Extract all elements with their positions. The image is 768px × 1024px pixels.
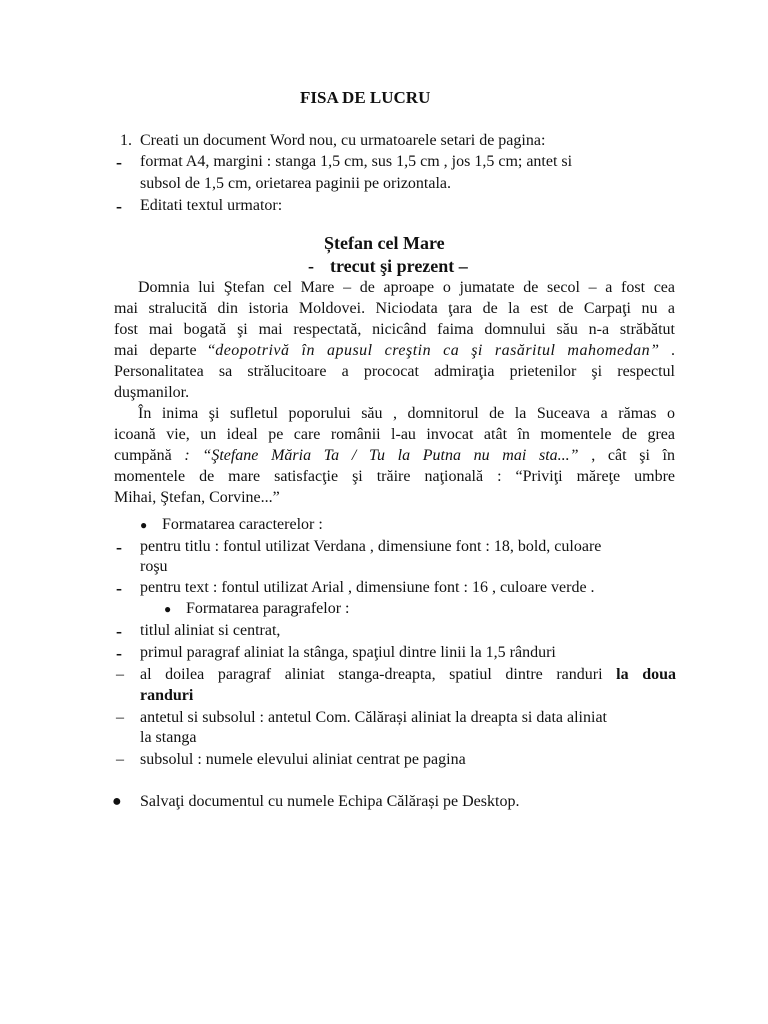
paragraph-2-line: Mihai, Ştefan, Corvine...” bbox=[114, 489, 280, 506]
dash-marker: – bbox=[116, 666, 124, 683]
bullet-marker: ● bbox=[112, 793, 122, 810]
text-segment: , cât şi în bbox=[578, 447, 676, 464]
paragraph-1-line bbox=[114, 341, 675, 361]
italic-quote: : “Ştefane Măria Ta / Tu la Putna nu mai sta...” bbox=[171, 447, 579, 464]
paragraph-2-line: momentele de mare satisfacţie şi trăire naţională : “Priviţi măreţe umbre bbox=[114, 468, 675, 485]
task-item-line: format A4, margini : stanga 1,5 cm, sus 1,5 cm , jos 1,5 cm; antet si bbox=[140, 153, 573, 170]
italic-quote: deopotrivă în apusul creştin ca şi rasăritul mahomedan” bbox=[215, 342, 660, 359]
final-instruction: Salvaţi documentul cu numele Echipa Călărași pe Desktop. bbox=[140, 793, 520, 810]
dash-marker: – bbox=[116, 751, 124, 768]
article-subheading: trecut şi prezent – bbox=[330, 256, 468, 276]
format-item-line bbox=[140, 665, 676, 685]
paragraph-1-line: duşmanilor. bbox=[114, 384, 190, 401]
text-segment: . bbox=[659, 342, 676, 359]
paragraph-2-line bbox=[114, 446, 675, 466]
bullet-marker: ● bbox=[140, 518, 148, 532]
bold-segment: la doua bbox=[616, 666, 676, 683]
format-item-line: primul paragraf aliniat la stânga, spaţiul dintre linii la 1,5 rânduri bbox=[140, 644, 556, 661]
section-header: Formatarea paragrafelor : bbox=[186, 600, 350, 617]
paragraph-2-line: În inima şi sufletul poporului său , domnitorul de la Suceava a rămas o bbox=[138, 405, 675, 422]
task-item-line: Editati textul urmator: bbox=[140, 197, 283, 214]
format-item-line: randuri bbox=[140, 687, 194, 704]
task-number: 1. bbox=[120, 132, 132, 149]
format-item-line: titlul aliniat si centrat, bbox=[140, 622, 281, 639]
dash-marker: - bbox=[116, 643, 122, 663]
text-segment: cumpănă bbox=[114, 447, 172, 464]
format-item-line: la stanga bbox=[140, 729, 197, 746]
dash-marker: - bbox=[116, 621, 122, 641]
format-item-line: pentru titlu : fontul utilizat Verdana , dimensiune font : 18, bold, culoare bbox=[140, 538, 602, 555]
format-item-line: subsolul : numele elevului aliniat centrat pe pagina bbox=[140, 751, 466, 768]
page-title: FISA DE LUCRU bbox=[300, 88, 431, 107]
dash-marker: - bbox=[116, 152, 122, 172]
dash-marker: - bbox=[116, 578, 122, 598]
paragraph-1-line: Personalitatea sa strălucitoare a prococat admiraţia prietenilor şi respectul bbox=[114, 363, 675, 380]
paragraph-1-line: fost mai bogată şi mai respectată, nicicând faima domnului său n-a străbătut bbox=[114, 321, 675, 338]
bullet-marker: ● bbox=[164, 602, 172, 616]
paragraph-1-line: Domnia lui Ştefan cel Mare – de aproape o jumatate de secol – a fost cea bbox=[138, 279, 675, 296]
text-segment: mai departe “ bbox=[114, 342, 216, 359]
format-item-line: antetul si subsolul : antetul Com. Călărași aliniat la dreapta si data aliniat bbox=[140, 709, 607, 726]
task-item-line: subsol de 1,5 cm, orietarea paginii pe orizontala. bbox=[140, 175, 452, 192]
dash-marker: - bbox=[116, 537, 122, 557]
format-item-line: pentru text : fontul utilizat Arial , dimensiune font : 16 , culoare verde . bbox=[140, 579, 595, 596]
article-heading: Ștefan cel Mare bbox=[324, 233, 445, 253]
section-header: Formatarea caracterelor : bbox=[162, 516, 323, 533]
task-text: Creati un document Word nou, cu urmatoarele setari de pagina: bbox=[140, 132, 546, 149]
text-segment: al doilea paragraf aliniat stanga-dreapta, spatiul dintre randuri bbox=[140, 666, 617, 683]
dash-marker: - bbox=[116, 196, 122, 216]
format-item-line: roşu bbox=[140, 558, 168, 575]
paragraph-1-line: mai stralucită din istoria Moldovei. Niciodata ţara de la est de Carpaţi nu a bbox=[114, 300, 675, 317]
dash-marker: – bbox=[116, 709, 124, 726]
paragraph-2-line: icoană vie, un ideal pe care românii l-au invocat atât în momentele de grea bbox=[114, 426, 675, 443]
article-subheading-dash: - bbox=[308, 256, 314, 276]
